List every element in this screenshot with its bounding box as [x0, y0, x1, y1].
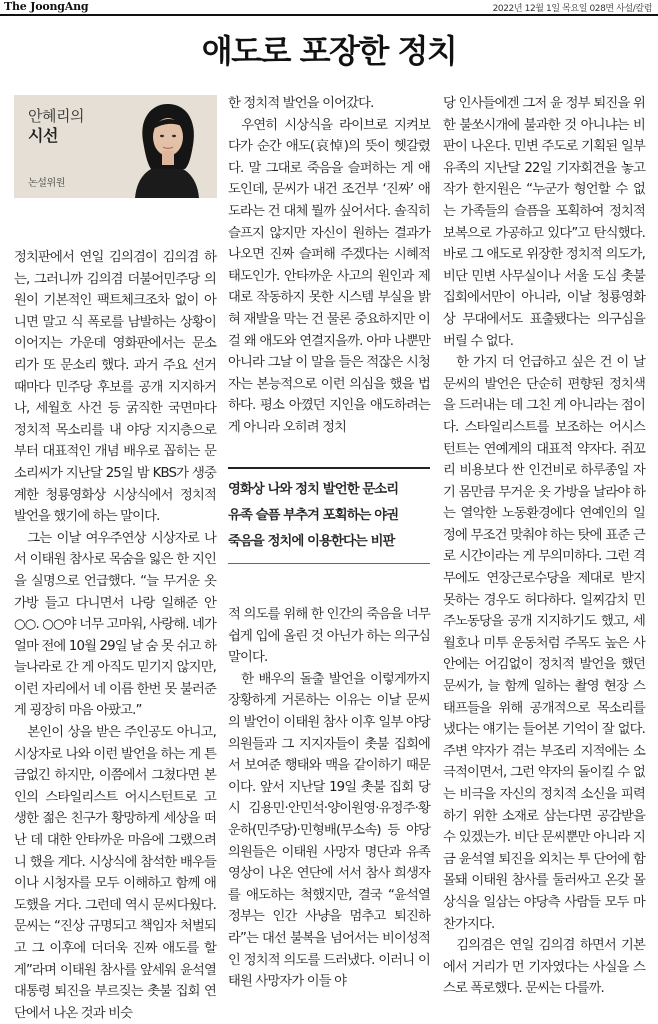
body-column-2-top	[228, 93, 430, 439]
newspaper-logo: The JoongAng	[4, 0, 89, 13]
body-column-1	[14, 247, 216, 1024]
masthead-rule	[0, 14, 658, 16]
paragraph: 적 의도를 위해 한 인간의 죽음을 너무 쉽게 입에 올린 것 아닌가 하는 의구심 말이다.	[228, 607, 430, 666]
paragraph: 그는 이날 여우주연상 시상자로 나서 이태원 참사로 목숨을 잃은 한 지인을 실명으로 언급했다. “늘 무거운 옷 가방 들고 다니면서 나랑 일해준 안○○. ○○야 너무 고마워, 사랑해. 네가 얼마 전에 10월 29일 날 숨 못 쉬고 하늘나라로 간 게 아직도 믿기지 않지만, 이런 자리에서 네 이름 한번 못 불러준 게 굉장히 마음 아팠고.”	[14, 530, 216, 719]
paragraph: 정치판에서 연일 김의겸이 김의겸 하는, 그러니까 김의겸 더불어민주당 의원이 기본적인 팩트체크조차 없이 아니면 말고 식 폭로를 남발하는 상황이 이어지는 가운데 영화판에서는 문소리가 또 문소리 했다. 과거 주요 선거 때마다 민주당 후보를 공개 지지하거나, 세월호 사건 등 굵직한 국면마다 정치적 목소리를 내 야당 지지층으로부터 대표적인 개념 배우로 꼽히는 문소리씨가 지난달 25일 밤 KBS가 생중계한 청룡영화상 시상식에서 정치적 발언을 했기에 하는 말이다.	[14, 250, 216, 525]
pull-quote-line: 유족 슬픔 부추겨 포획하는 야권	[228, 508, 399, 523]
article-headline: 애도로 포장한 정치	[201, 32, 457, 70]
paragraph: 당 인사들에겐 그저 윤 정부 퇴진을 위한 불쏘시개에 불과한 것 아니냐는 비판이 나온다. 민변 주도로 기획된 일부 유족의 지난달 22일 기자회견을 놓고 작가 한지원은 “누군가 형언할 수 없는 가족들의 슬픔을 포획하여 정치적 보복으로 가공하고 있다”고 탄식했다. 바로 그 애도로 위장한 정치적 의도가, 비단 민변 사무실이나 서울 도심 촛불 집회에서만이 아니라, 이날 청룡영화상 무대에서도 표출됐다는 의구심을 버릴 수 없다.	[443, 96, 645, 349]
body-column-3	[443, 93, 645, 1000]
pull-quote	[228, 467, 430, 564]
author-role: 논설위원	[28, 178, 66, 189]
column-signature-box	[14, 95, 217, 198]
pull-quote-line: 영화상 나와 정치 발언한 문소리	[228, 482, 399, 497]
paragraph: 한 가지 더 언급하고 싶은 건 이 날 문씨의 발언은 단순히 편향된 정치색을 드러내는 데 그친 게 아니라는 점이다. 스타일리스트를 보조하는 어시스턴트는 연예계의 대표적 약자다. 쥐꼬리 비용보다 싼 인건비로 하루종일 자기 몸만큼 무거운 옷 가방을 날라야 하는 열악한 노동환경에다 연예인의 일정에 무조건 맞춰야 하는 탓에 표준 근로 시간이라는 게 무의미하다. 그런 격무에도 연장근로수당을 제대로 받지 못하는 경우도 허다하다. 일찌감치 민주노동당을 공개 지지하기도 했고, 세월호나 미투 운동처럼 주목도 높은 사안에는 어김없이 정치적 발언을 했던 문씨가, 늘 함께 일하는 촬영 현장 스태프들을 위해 공개적으로 목소리를 냈다는 얘기는 들어본 기억이 잘 없다. 주변 약자가 겪는 부조리 지적에는 소극적이면서, 그런 약자의 돌이킬 수 없는 비극을 자신의 정치적 소신을 피력하기 위한 소재로 삼는다면 공감받을 수 있겠는가. 비단 문씨뿐만 아니라 지금 윤석열 퇴진을 외치는 투 단어에 함몰돼 이태원 참사를 둘러싸고 온갖 몰상식을 일삼는 야당측 사람들 모두 마찬가지다.	[443, 355, 645, 932]
column-title-line1: 안혜리의	[28, 107, 84, 125]
column-title	[28, 106, 84, 146]
body-column-2-bottom	[228, 604, 430, 993]
paragraph: 본인이 상을 받은 주인공도 아니고, 시상자로 나와 이런 발언을 하는 게 튼금없긴 하지만, 이쯤에서 그쳤다면 본인의 스타일리스트 어시스턴트로 고생한 젊은 친구가 황망하게 세상을 떠난 데 대한 안타까운 마음에 그랬으려니 했을 게다. 시상식에 참석한 배우들이나 시청자를 모두 이해하고 함께 애도했을 거다. 그런데 역시 문씨다웠다. 문씨는 “진상 규명되고 책임자 처벌되고 그 이후에 더더욱 진짜 애도를 할게”라며 이태원 참사를 앞세워 윤석열 대통령 퇴진을 부르짖는 촛불 집회 연단에서 나온 것과 비슷	[14, 725, 216, 1021]
paragraph: 우연히 시상식을 라이브로 지켜보다가 순간 애도(哀悼)의 뜻이 헷갈렸다. 말 그대로 죽음을 슬퍼하는 게 애도인데, 문씨가 내건 조건부 ‘진짜’ 애도라는 건 대체 뭘까 싶어서다. 솔직히 슬프지 않지만 자신이 원하는 결과가 나오면 진짜 슬퍼해 주겠다는 시혜적 태도인가. 안타까운 사고의 원인과 제대로 작동하지 못한 시스템 부실을 밝혀 재발을 막는 건 물론 중요하지만 이걸 왜 애도와 연결지을까. 아마 나뿐만 아니라 그날 이 말을 들은 적잖은 시청자는 본능적으로 이런 의심을 했을 법하다. 평소 아꼈던 지인을 애도하려는 게 아니라 오히려 정치	[228, 117, 430, 435]
paragraph: 한 배우의 돌출 발언을 이렇게까지 장황하게 거론하는 이유는 이날 문씨의 발언이 이태원 참사 이후 일부 야당 의원들과 그 지지자들이 촛불 집회에서 보여준 행태와 맥을 같이하기 때문이다. 앞서 지난달 19일 촛불 집회 당시 김용민·안민석·양이원영·유정주·황운하(민주당)·민형배(무소속) 등 야당 의원들은 이태원 사망자 명단과 유족 영상이 나온 연단에 서서 참사 희생자를 애도하는 척했지만, 결국 “윤석열 정부는 인간 사냥을 멈추고 퇴진하라”는 대선 불복을 넘어서는 비이성적인 정치적 의도를 드러냈다. 이러니 이태원 사망자가 이들 야	[228, 671, 430, 990]
dateline: 2022년 12월 1일 목요일 028면 사설/칼럼	[492, 4, 652, 14]
column-title-line2: 시선	[28, 126, 58, 145]
masthead	[0, 0, 658, 14]
pull-quote-line: 죽음을 정치에 이용한다는 비판	[228, 534, 395, 549]
paragraph: 한 정치적 발언을 이어갔다.	[228, 96, 374, 111]
author-portrait	[125, 95, 209, 198]
paragraph: 김의겸은 연일 김의겸 하면서 기본에서 거리가 먼 기자였다는 사실을 스스로 폭로했다. 문씨는 다를까.	[443, 938, 645, 997]
